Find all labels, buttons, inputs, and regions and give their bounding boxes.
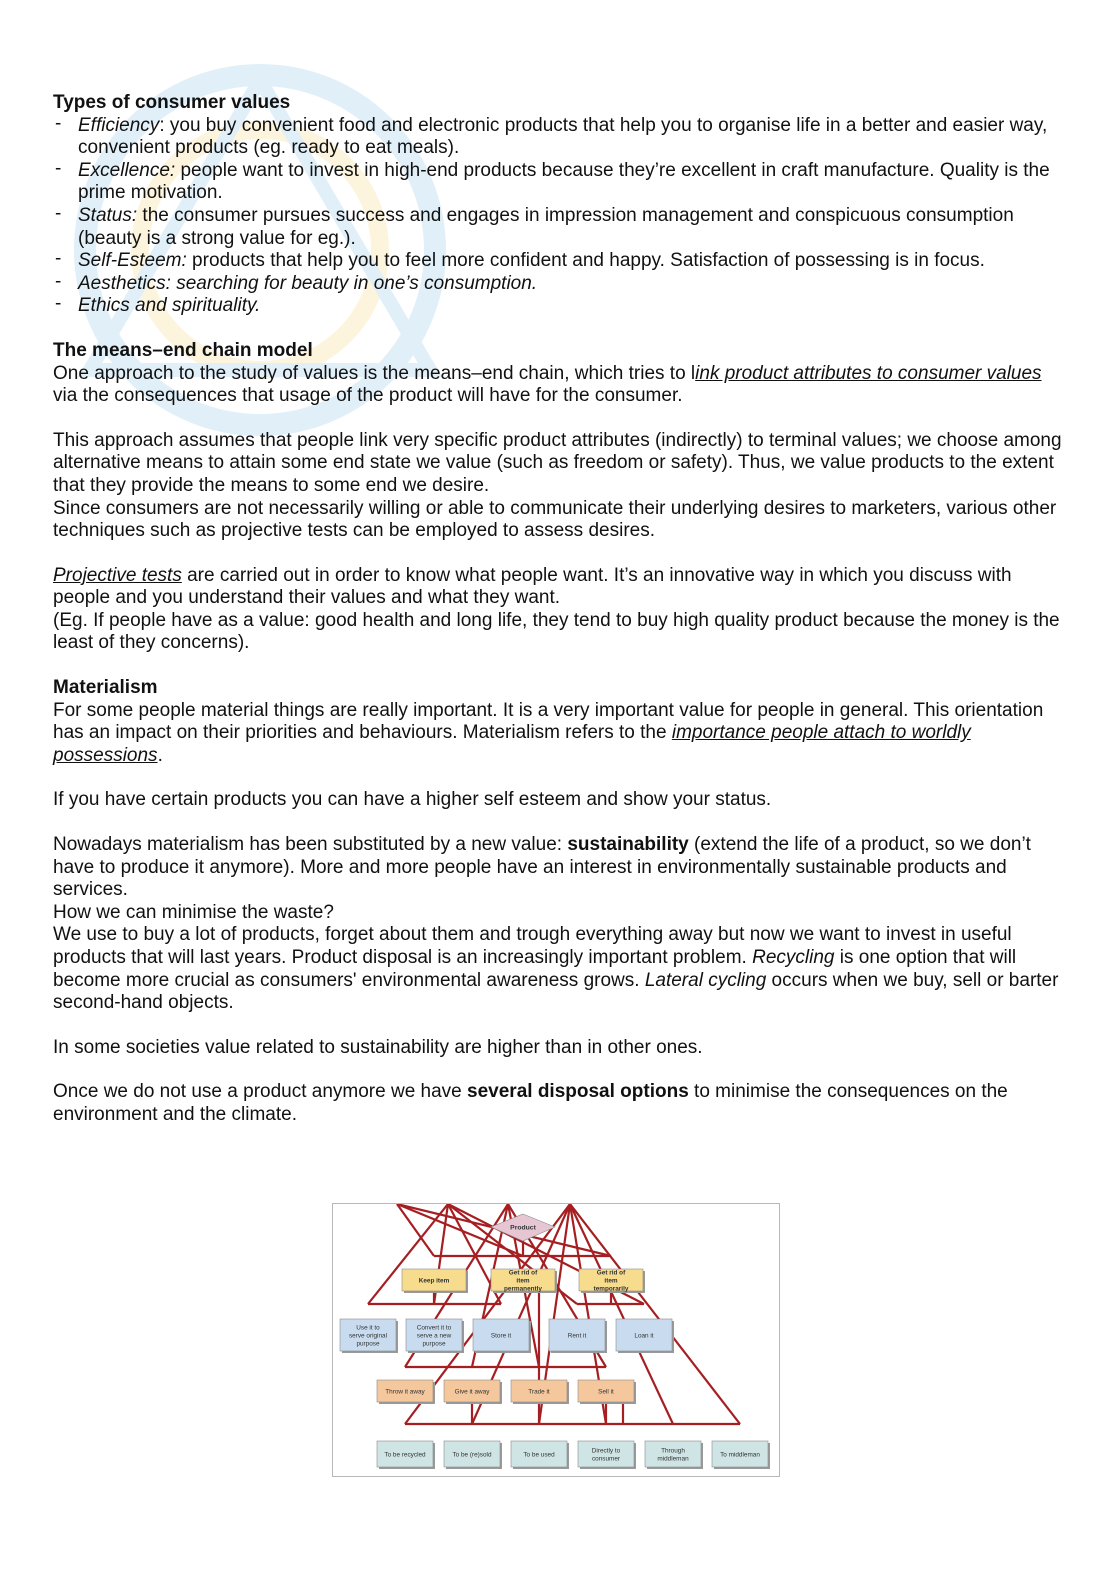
paragraph: If you have certain products you can have a higher self esteem and show your status. (53, 789, 772, 811)
paragraph: In some societies value related to sustainability are higher than in other ones. (53, 1036, 703, 1058)
box-label: Give it away (454, 1388, 490, 1396)
list-item: - Aesthetics: searching for beauty in one’s consumption. (53, 273, 1063, 296)
box-label: Through (661, 1447, 685, 1455)
box-label: middleman (657, 1455, 689, 1463)
paragraph: Nowadays materialism has been substituted by a new value: sustainability (extend the life of a product, so we don’t have to produce it anymore). More and more people have an interest in environmentally sustainable products and services. (53, 834, 1031, 901)
box-label: To be used (523, 1451, 555, 1459)
box-label: item (604, 1277, 618, 1285)
paragraph: (Eg. If people have as a value: good health and long life, they tend to buy high quality product because the money is the least of they concerns). (53, 609, 1060, 654)
list-item: - Status: the consumer pursues success and engages in impression management and conspicuous consumption (beauty is a strong value for eg.). (53, 205, 1063, 250)
box-label: Throw it away (385, 1388, 425, 1396)
box-label: Rent it (567, 1332, 587, 1340)
list-item: - Efficiency: you buy convenient food and electronic products that help you to organise life in a better and easier way, convenient products (eg. ready to eat meals). (53, 115, 1063, 160)
box-label: Get rid of (596, 1269, 626, 1277)
section-heading: Types of consumer values (53, 92, 291, 113)
box-label: Get rid of (508, 1269, 538, 1277)
list-item: - Ethics and spirituality. (53, 295, 1063, 318)
paragraph: We use to buy a lot of products, forget about them and trough everything away but now we want to invest in useful products that will last years. Product disposal is an increasingly important problem. Recycling is one option that will become more crucial as consumers' environmental awareness grows. Lateral cycling occurs when we buy, sell or barter second-hand objects. (53, 924, 1059, 1014)
box-label: Keep item (418, 1277, 450, 1285)
paragraph: Since consumers are not necessarily willing or able to communicate their underlying desires to marketers, various other techniques such as projective tests can be employed to assess desires. (53, 497, 1057, 542)
box-label: To be recycled (384, 1451, 426, 1459)
paragraph: This approach assumes that people link very specific product attributes (indirectly) to terminal values; we choose among alternative means to attain some end state we value (such as freedom or safety). Thus, we value products to the extent that they provide the means to some end we desire. (53, 429, 1062, 496)
box-label: To middleman (720, 1451, 760, 1459)
disposal-tree-svg (333, 1204, 779, 1476)
paragraph: Projective tests are carried out in order to know what people want. It’s an innovative way in which you discuss with people and you understand their values and what they want. (53, 564, 1012, 609)
box-label: Convert it to (416, 1324, 452, 1332)
box-label: Use it to (356, 1324, 380, 1332)
box-label: serve a new (416, 1332, 452, 1340)
disposal-options-diagram (332, 1203, 780, 1477)
box-label: permanently (503, 1285, 543, 1293)
box-label: Sell it (598, 1388, 614, 1396)
paragraph: One approach to the study of values is the means–end chain, which tries to link product attributes to consumer values via the consequences that usage of the product will have for the consumer. (53, 362, 1042, 407)
box-label: temporarily (593, 1285, 629, 1293)
paragraph: How we can minimise the waste? (53, 901, 334, 923)
paragraph: For some people material things are really important. It is a very important value for people in general. This orientation has an impact on their priorities and behaviours. Materialism refers to the importance people attach to worldly possessions. (53, 699, 1044, 766)
consumer-values-section (53, 92, 1063, 318)
box-label: Loan it (634, 1332, 654, 1340)
paragraph: Once we do not use a product anymore we have several disposal options to minimise the consequences on the environment and the climate. (53, 1081, 1008, 1125)
list-item: - Excellence: people want to invest in high-end products because they’re excellent in craft manufacture. Quality is the prime motivation. (53, 160, 1063, 205)
document-page (53, 92, 1063, 1149)
box-label: serve original (348, 1332, 388, 1340)
box-label: Store it (490, 1332, 512, 1340)
section-heading: The means–end chain model (53, 339, 313, 361)
box-label: consumer (591, 1455, 621, 1463)
list-item: - Self-Esteem: products that help you to feel more confident and happy. Satisfaction of possessing is in focus. (53, 250, 1063, 273)
box-label: purpose (356, 1340, 380, 1348)
values-list (53, 115, 1063, 318)
box-label: To be (re)sold (452, 1451, 492, 1459)
means-end-section (53, 340, 1063, 655)
box-label: Trade it (528, 1388, 550, 1396)
root-label: Product (510, 1224, 536, 1232)
box-label: item (516, 1277, 530, 1285)
materialism-section (53, 677, 1063, 1127)
section-heading: Materialism (53, 677, 158, 699)
box-label: Directly to (591, 1447, 621, 1455)
box-label: purpose (422, 1340, 446, 1348)
